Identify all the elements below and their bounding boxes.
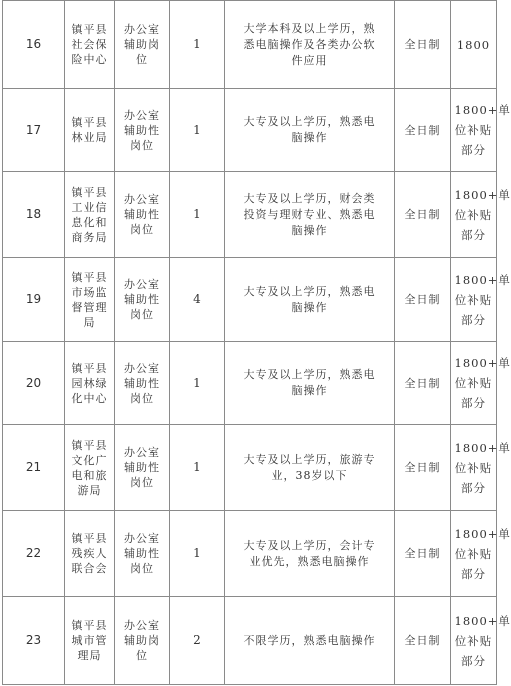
table-row: [3, 172, 497, 258]
unit-name-text: 镇平县残疾人联合会: [71, 532, 108, 575]
requirement-text: 大专及以上学历，熟悉电脑操作: [243, 115, 376, 144]
post-name-text: 办公室辅助性岗位: [124, 278, 160, 321]
cell-post-name: [115, 425, 170, 511]
cell-salary: [451, 258, 511, 342]
cell-salary: [451, 89, 511, 172]
unit-name-text: 镇平县园林绿化中心: [71, 361, 108, 405]
cell-row-number: 22: [3, 511, 65, 597]
cell-requirement: [225, 597, 395, 685]
cell-employment-type: 全日制: [395, 511, 451, 597]
unit-name-text: 镇平县社会保险中心: [71, 23, 108, 66]
cell-salary: [451, 1, 497, 89]
cell-requirement: [225, 511, 395, 597]
cell-requirement: [225, 89, 395, 172]
post-name-text: 办公室辅助岗位: [124, 619, 160, 662]
cell-headcount: 4: [170, 258, 225, 342]
cell-post-name: [115, 1, 170, 89]
salary-text: 1800+单位补贴部分: [454, 103, 511, 157]
cell-unit-name: [65, 89, 115, 172]
cell-employment-type: 全日制: [395, 89, 451, 172]
table-body: [3, 1, 511, 685]
unit-name-text: 镇平县市场监督管理局: [71, 270, 108, 329]
requirement-text: 大专及以上学历，财会类投资与理财专业、熟悉电脑操作: [243, 191, 376, 237]
cell-requirement: [225, 425, 395, 511]
post-name-text: 办公室辅助性岗位: [124, 446, 160, 489]
cell-headcount: 1: [170, 1, 225, 89]
cell-headcount: 1: [170, 511, 225, 597]
cell-employment-type: 全日制: [395, 342, 451, 425]
cell-headcount: 1: [170, 425, 225, 511]
table-row: [3, 258, 497, 342]
cell-unit-name: [65, 1, 115, 89]
post-name-text: 办公室辅助性岗位: [124, 193, 160, 236]
cell-salary: [451, 172, 511, 258]
positions-table: [2, 0, 511, 685]
cell-row-number: 23: [3, 597, 65, 685]
cell-employment-type: 全日制: [395, 258, 451, 342]
post-name-text: 办公室辅助性岗位: [124, 532, 160, 575]
cell-salary: [451, 511, 511, 597]
requirement-text: 不限学历，熟悉电脑操作: [243, 633, 376, 647]
post-name-text: 办公室辅助性岗位: [124, 108, 160, 152]
cell-employment-type: 全日制: [395, 425, 451, 511]
unit-name-text: 镇平县林业局: [71, 116, 108, 144]
cell-row-number: 19: [3, 258, 65, 342]
cell-requirement: [225, 342, 395, 425]
unit-name-text: 镇平县城市管理局: [71, 619, 108, 662]
cell-salary: [451, 597, 511, 685]
cell-unit-name: [65, 425, 115, 511]
cell-unit-name: [65, 597, 115, 685]
cell-salary: [451, 342, 511, 425]
table-row: [3, 1, 497, 89]
cell-row-number: 18: [3, 172, 65, 258]
unit-name-text: 镇平县工业信息化和商务局: [71, 185, 108, 244]
cell-post-name: [115, 597, 170, 685]
cell-post-name: [115, 89, 170, 172]
salary-text: 1800+单位补贴部分: [454, 356, 511, 410]
post-name-text: 办公室辅助岗位: [124, 23, 160, 66]
salary-text: 1800+单位补贴部分: [454, 440, 511, 495]
cell-requirement: [225, 258, 395, 342]
cell-post-name: [115, 258, 170, 342]
requirement-text: 大学本科及以上学历，熟悉电脑操作及各类办公软件应用: [243, 21, 376, 67]
salary-text: 1800+单位补贴部分: [454, 272, 511, 327]
table-row: [3, 511, 497, 597]
cell-row-number: 17: [3, 89, 65, 172]
salary-text: 1800+单位补贴部分: [454, 187, 511, 242]
cell-unit-name: [65, 172, 115, 258]
cell-headcount: 1: [170, 89, 225, 172]
table-row: [3, 342, 497, 425]
cell-employment-type: 全日制: [395, 597, 451, 685]
cell-headcount: 2: [170, 597, 225, 685]
salary-text: 1800+单位补贴部分: [454, 613, 511, 668]
cell-row-number: 20: [3, 342, 65, 425]
cell-row-number: 21: [3, 425, 65, 511]
table-row: [3, 425, 497, 511]
cell-post-name: [115, 342, 170, 425]
cell-unit-name: [65, 511, 115, 597]
cell-salary: [451, 425, 511, 511]
unit-name-text: 镇平县文化广电和旅游局: [71, 438, 108, 497]
cell-post-name: [115, 511, 170, 597]
requirement-text: 大专及以上学历，旅游专业，38岁以下: [243, 452, 376, 482]
cell-headcount: 1: [170, 172, 225, 258]
table-row: [3, 89, 497, 172]
requirement-text: 大专及以上学历，熟悉电脑操作: [243, 284, 376, 314]
requirement-text: 大专及以上学历，会计专业优先，熟悉电脑操作: [243, 538, 376, 568]
cell-requirement: [225, 172, 395, 258]
salary-text: 1800+单位补贴部分: [454, 526, 511, 581]
salary-text: 1800: [456, 37, 491, 52]
cell-employment-type: 全日制: [395, 172, 451, 258]
cell-unit-name: [65, 342, 115, 425]
post-name-text: 办公室辅助性岗位: [124, 361, 160, 405]
requirement-text: 大专及以上学历，熟悉电脑操作: [243, 368, 376, 397]
cell-unit-name: [65, 258, 115, 342]
cell-requirement: [225, 1, 395, 89]
table-row: [3, 597, 497, 685]
cell-post-name: [115, 172, 170, 258]
cell-headcount: 1: [170, 342, 225, 425]
cell-row-number: 16: [3, 1, 65, 89]
cell-employment-type: 全日制: [395, 1, 451, 89]
